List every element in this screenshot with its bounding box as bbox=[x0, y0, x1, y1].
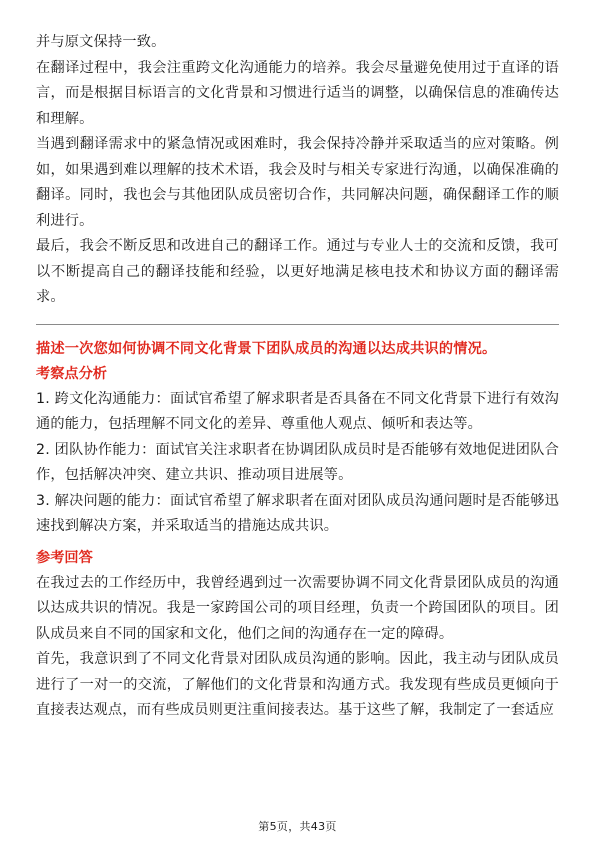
analysis-list bbox=[36, 387, 559, 540]
paragraph: 在我过去的工作经历中，我曾经遇到过一次需要协调不同文化背景团队成员的沟通以达成共识的情况。我是一家跨国公司的项目经理，负责一个跨国团队的项目。团队成员来自不同的国家和文化，他们之间的沟通存在一定的障碍。 bbox=[36, 574, 559, 642]
paragraph: 在翻译过程中，我会注重跨文化沟通能力的培养。我会尽量避免使用过于直译的语言，而是根据目标语言的文化背景和习惯进行适当的调整，以确保信息的准确传达和理解。 bbox=[36, 59, 559, 127]
paragraph: 首先，我意识到了不同文化背景对团队成员沟通的影响。因此，我主动与团队成员进行了一对一的交流，了解他们的文化背景和沟通方式。我发现有些成员更倾向于直接表达观点，而有些成员则更注重间接表达。基于这些了解，我制定了一套适应 bbox=[36, 651, 559, 718]
paragraph: 最后，我会不断反思和改进自己的翻译工作。通过与专业人士的交流和反馈，我可以不断提高自己的翻译技能和经验，以更好地满足核电技术和协议方面的翻译需求。 bbox=[36, 238, 559, 305]
reference-answer-heading: 参考回答 bbox=[36, 549, 93, 566]
previous-answer-continuation bbox=[36, 30, 559, 311]
list-item: 3. 解决问题的能力：面试官希望了解求职者在面对团队成员沟通问题时是否能够迅速找到解决方案，并采取适当的措施达成共识。 bbox=[36, 492, 559, 534]
document-page bbox=[36, 30, 559, 724]
paragraph: 并与原文保持一致。 bbox=[36, 34, 166, 50]
interview-question: 描述一次您如何协调不同文化背景下团队成员的沟通以达成共识的情况。 bbox=[36, 340, 497, 357]
reference-answer bbox=[36, 571, 559, 724]
analysis-heading: 考察点分析 bbox=[36, 365, 107, 382]
section-divider bbox=[36, 324, 559, 325]
list-item: 1. 跨文化沟通能力：面试官希望了解求职者是否具备在不同文化背景下进行有效沟通的能力，包括理解不同文化的差异、尊重他人观点、倾听和表达等。 bbox=[36, 390, 559, 432]
paragraph: 当遇到翻译需求中的紧急情况或困难时，我会保持冷静并采取适当的应对策略。例如，如果遇到难以理解的技术术语，我会及时与相关专家进行沟通，以确保准确的翻译。同时，我也会与其他团队成员密切合作，共同解决问题，确保翻译工作的顺利进行。 bbox=[36, 136, 559, 229]
list-item: 2. 团队协作能力：面试官关注求职者在协调团队成员时是否能够有效地促进团队合作，包括解决冲突、建立共识、推动项目进展等。 bbox=[36, 441, 559, 483]
page-number: 第5页，共43页 bbox=[258, 820, 337, 833]
